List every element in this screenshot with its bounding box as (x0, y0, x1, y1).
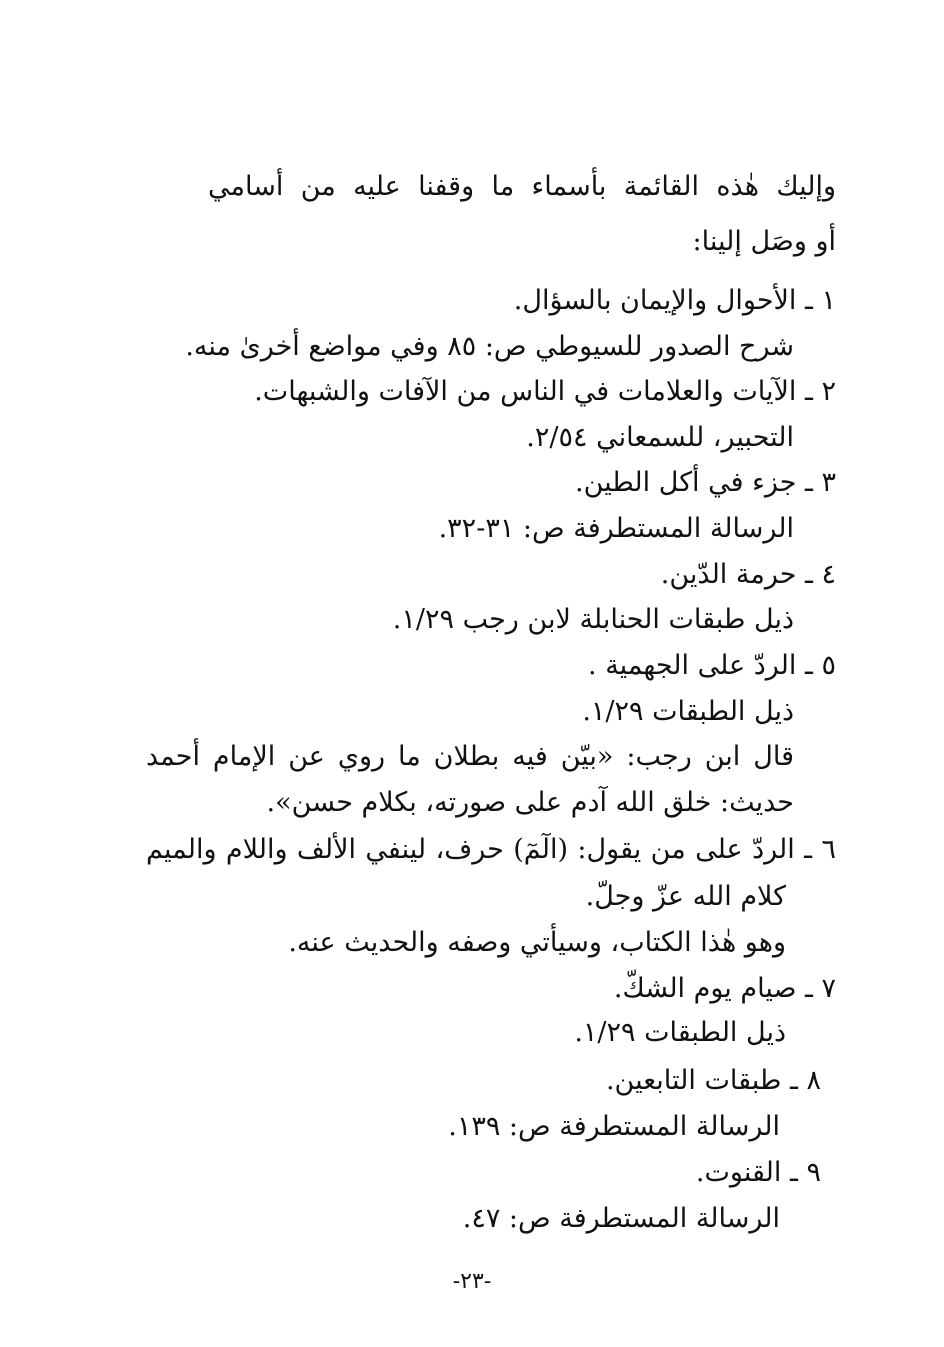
item-4-title: ٤ ـ حرمة الدّين. (660, 559, 836, 590)
page-number: -٢٣- (452, 1269, 492, 1294)
item-8-source: الرسالة المستطرفة ص: ١٣٩. (448, 1111, 780, 1142)
item-7-title: ٧ ـ صيام يوم الشكّ. (613, 973, 836, 1004)
intro-line-2: أو وصَل إلينا: (692, 226, 836, 257)
item-2-title: ٢ ـ الآيات والعلامات في الناس من الآفات والشبهات. (254, 376, 836, 407)
item-7-source: ذيل الطبقات ١/٢٩. (574, 1017, 786, 1048)
intro-line-1: وإليك هٰذه القائمة بأسماء ما وقفنا عليه من أسامي (208, 171, 836, 202)
item-8-title: ٨ ـ طبقات التابعين. (605, 1065, 821, 1096)
item-1-source: شرح الصدور للسيوطي ص: ٨٥ وفي مواضع أخرىٰ منه. (185, 331, 794, 362)
item-5-quote-line-1: قال ابن رجب: «بيّن فيه بطلان ما روي عن الإمام أحمد (146, 741, 794, 772)
item-5-title: ٥ ـ الردّ على الجهمية . (588, 650, 836, 681)
item-1-title: ١ ـ الأحوال والإيمان بالسؤال. (513, 285, 836, 316)
item-9-title: ٩ ـ القنوت. (695, 1157, 821, 1188)
item-3-title: ٣ ـ جزء في أكل الطين. (575, 467, 836, 498)
item-6-note: وهو هٰذا الكتاب، وسيأتي وصفه والحديث عنه. (288, 927, 786, 958)
item-4-source: ذيل طبقات الحنابلة لابن رجب ١/٢٩. (392, 604, 794, 635)
item-5-quote-line-2: حديث: خلق الله آدم على صورته، بكلام حسن». (266, 787, 794, 818)
item-3-source: الرسالة المستطرفة ص: ٣١-٣٢. (438, 513, 794, 544)
item-5-source: ذيل الطبقات ١/٢٩. (582, 696, 794, 727)
item-6-title-line-1: ٦ ـ الردّ على من يقول: (الٓمٓ) حرف، لينفي الألف واللام والميم (146, 834, 836, 865)
item-9-source: الرسالة المستطرفة ص: ٤٧. (462, 1203, 780, 1234)
item-2-source: التحبير، للسمعاني ٢/٥٤. (526, 422, 794, 453)
item-6-title-line-2: كلام الله عزّ وجلّ. (585, 881, 786, 912)
